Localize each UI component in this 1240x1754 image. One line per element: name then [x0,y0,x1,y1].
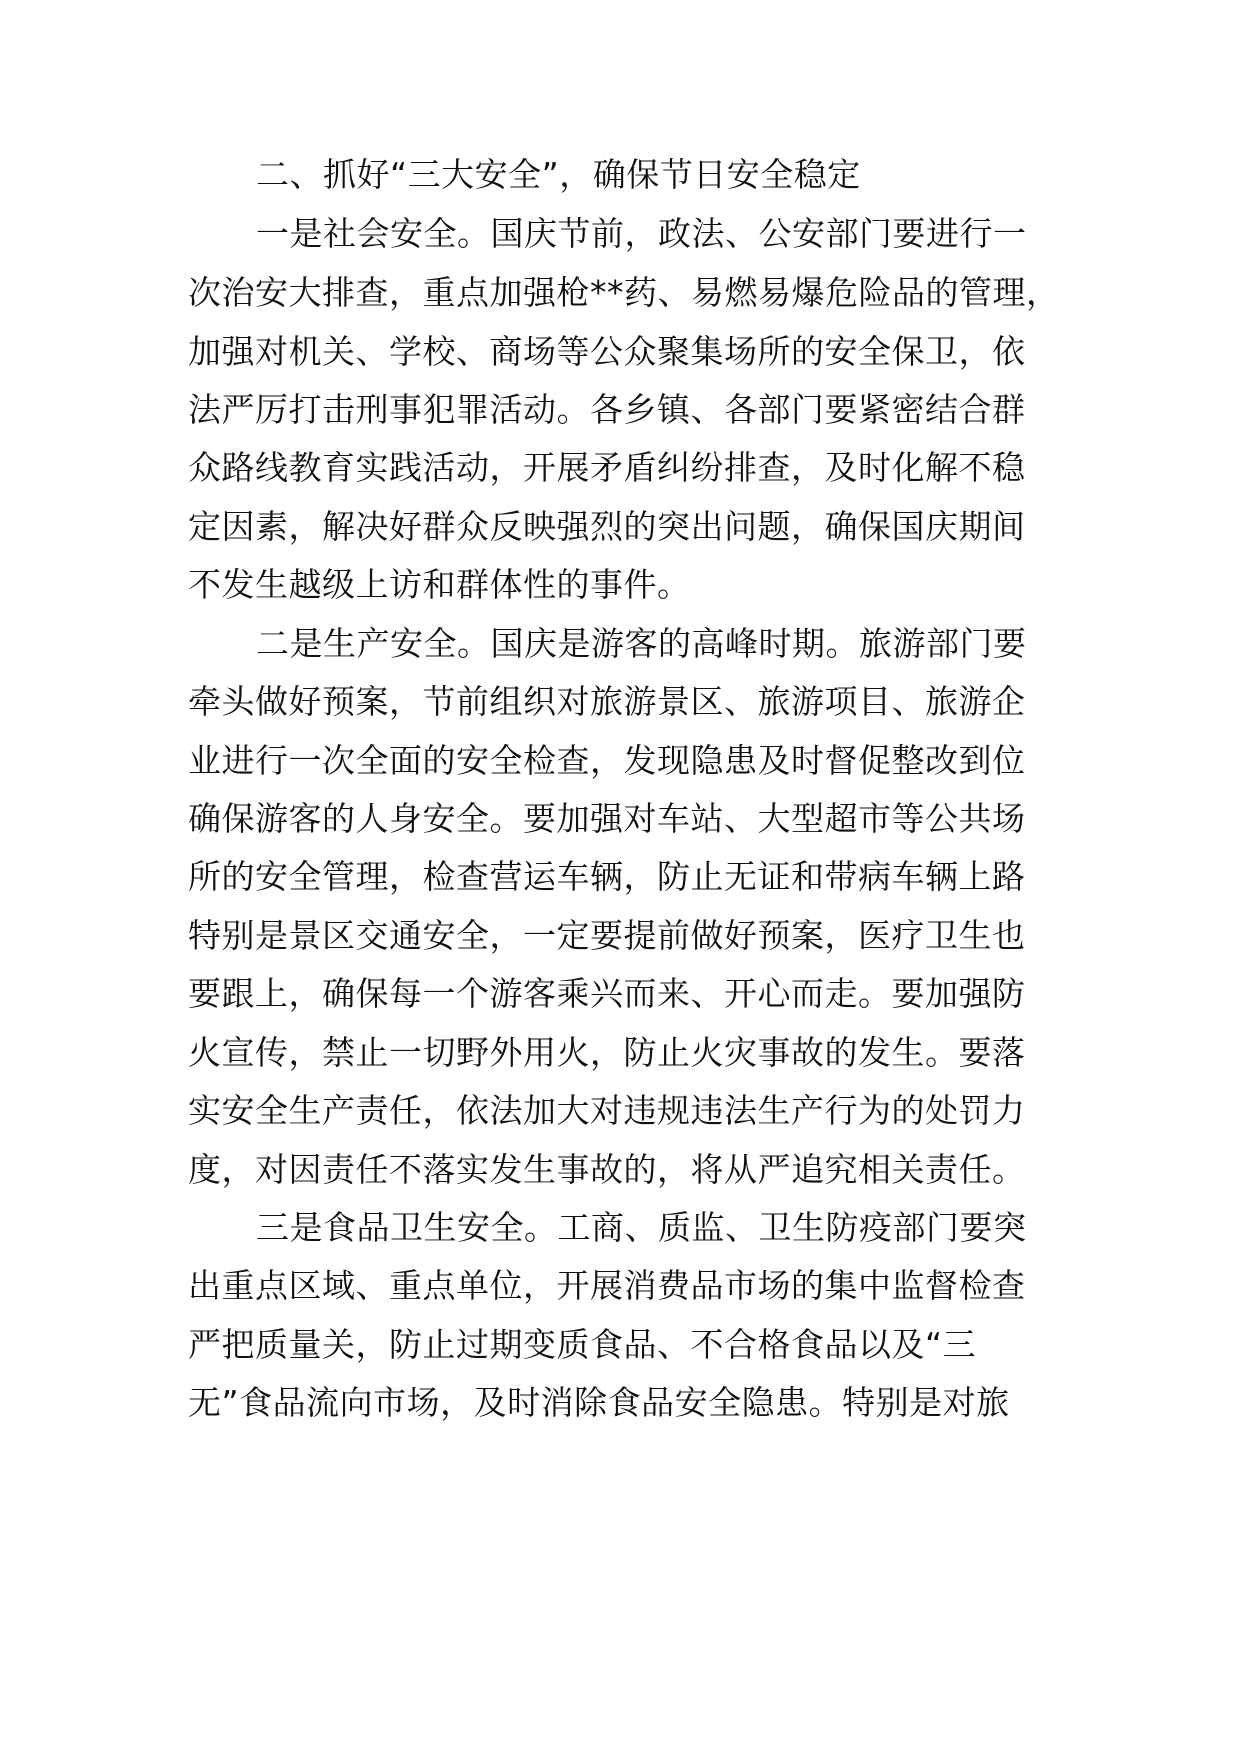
paragraph-line: 要跟上，确保每一个游客乘兴而来、开心而走。要加强防 [188,974,1026,1013]
paragraph-line: 次治安大排查，重点加强枪**药、易燃易爆危险品的管理， [188,273,1060,312]
paragraph-line: 火宣传，禁止一切野外用火，防止火灾事故的发生。要落 [188,1033,1026,1072]
paragraph-line: 确保游客的人身安全。要加强对车站、大型超市等公共场 [188,799,1026,838]
paragraph-line: 业进行一次全面的安全检查，发现隐患及时督促整改到位 [188,741,1026,780]
paragraph-line: 不发生越级上访和群体性的事件。 [188,565,691,604]
paragraph-line: 众路线教育实践活动，开展矛盾纠纷排查，及时化解不稳 [188,448,1026,487]
paragraph-line: 所的安全管理，检查营运车辆，防止无证和带病车辆上路 [188,857,1026,896]
paragraph-line: 二是生产安全。国庆是游客的高峰时期。旅游部门要 [256,624,1027,663]
paragraph-line: 三是食品卫生安全。工商、质监、卫生防疫部门要突 [256,1208,1027,1247]
paragraph-line: 无”食品流向市场，及时消除食品安全隐患。特别是对旅 [188,1383,1010,1422]
paragraph-line: 法严厉打击刑事犯罪活动。各乡镇、各部门要紧密结合群 [188,390,1026,429]
paragraph-line: 定因素，解决好群众反映强烈的突出问题，确保国庆期间 [188,507,1026,546]
paragraph-line: 度，对因责任不落实发生事故的，将从严追究相关责任。 [188,1150,1026,1189]
paragraph-line: 一是社会安全。国庆节前，政法、公安部门要进行一 [256,214,1027,253]
paragraph-line: 特别是景区交通安全，一定要提前做好预案，医疗卫生也 [188,916,1026,955]
paragraph-line: 牵头做好预案，节前组织对旅游景区、旅游项目、旅游企 [188,682,1026,721]
paragraph-line: 加强对机关、学校、商场等公众聚集场所的安全保卫，依 [188,332,1026,371]
paragraph-line: 严把质量关，防止过期变质食品、不合格食品以及“三 [188,1325,977,1364]
section-heading: 二、抓好“三大安全”，确保节日安全稳定 [256,155,861,194]
paragraph-line: 出重点区域、重点单位，开展消费品市场的集中监督检查 [188,1266,1026,1305]
paragraph-line: 实安全生产责任，依法加大对违规违法生产行为的处罚力 [188,1091,1026,1130]
